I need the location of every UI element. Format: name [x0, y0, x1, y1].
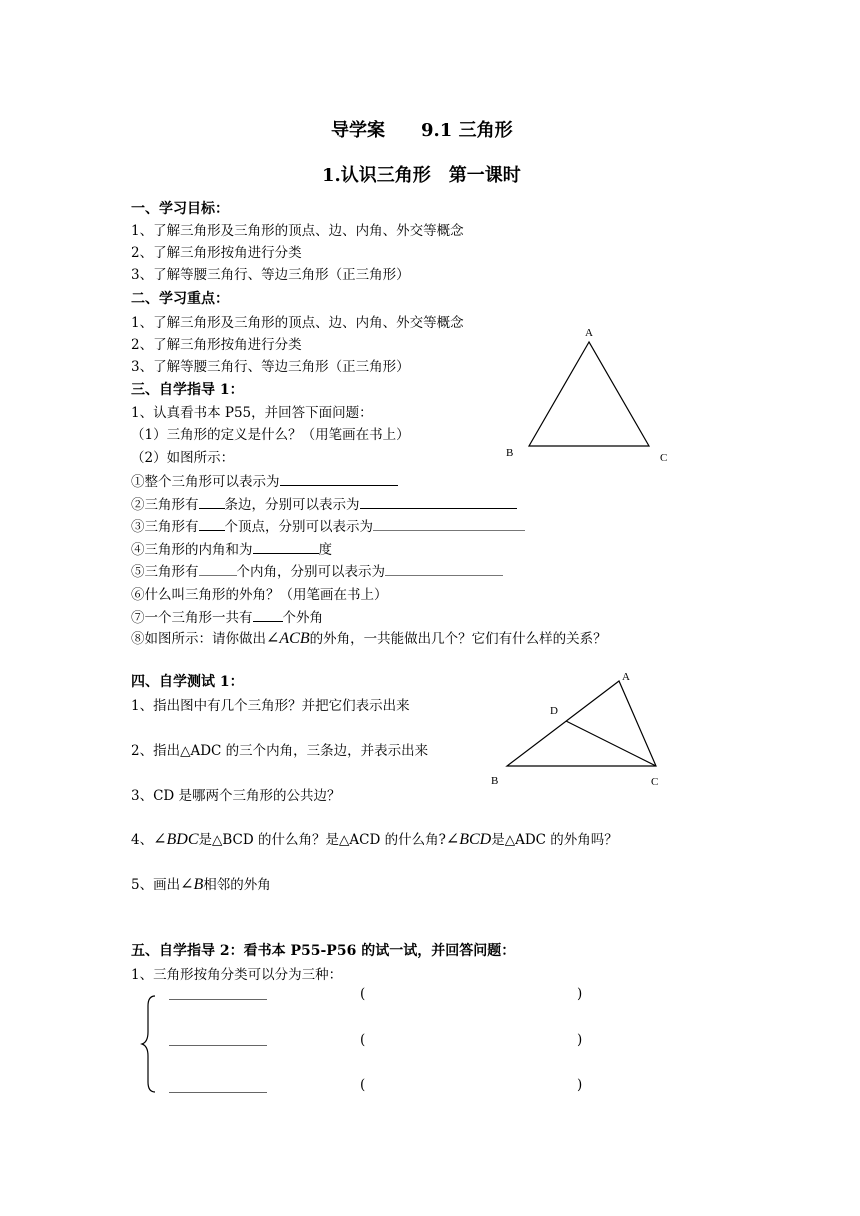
vertex-label-a: A	[585, 327, 593, 339]
answer-blank[interactable]	[253, 608, 283, 622]
classification-question: 1、三角形按角分类可以分为三种：	[131, 967, 343, 983]
fill-question-4: ④三角形的内角和为 度	[131, 542, 332, 558]
segment-cd	[566, 721, 656, 766]
paren-close: )	[577, 986, 583, 1002]
answer-blank[interactable]	[199, 517, 225, 531]
lesson-subtitle: 1.认识三角形 第一课时	[322, 165, 521, 186]
fill-question-5: ⑤三角形有 个内角，分别可以表示为	[131, 560, 503, 580]
section3-intro: 1、认真看书本 P55，并回答下面问题：	[131, 405, 373, 421]
paren-close: )	[577, 1077, 583, 1093]
question-angle-acb: ⑧如图所示：请你做出∠ACB的外角，一共能做出几个？它们有什么样的关系？	[131, 630, 607, 647]
math-angle-acb: ∠ACB	[266, 630, 310, 647]
category-blank-3[interactable]	[169, 1092, 267, 1093]
answer-blank[interactable]	[253, 540, 319, 554]
vertex-label-c: C	[651, 776, 659, 788]
section2-item: 2、了解三角形按角进行分类	[131, 337, 302, 353]
section5-heading: 五、自学指导 2：看书本 P55-P56 的试一试，并回答问题：	[131, 943, 516, 959]
paren-open: (	[360, 1032, 366, 1048]
category-blank-1[interactable]	[169, 999, 267, 1000]
math-angle-b: ∠B	[180, 876, 204, 893]
test-question-4: 4、∠BDC是△BCD 的什么角？是△ACD 的什么角?∠BCD是△ADC 的外角吗？	[131, 831, 618, 848]
paren-open: (	[360, 986, 366, 1002]
vertex-label-a: A	[622, 671, 630, 683]
section4-heading: 四、自学测试 1：	[131, 674, 244, 690]
section2-item: 3、了解等腰三角行、等边三角形（正三角形）	[131, 359, 410, 375]
fill-question-7: ⑦一个三角形一共有 个外角	[131, 610, 323, 626]
math-angle-bcd: ∠BCD	[445, 831, 492, 848]
answer-blank[interactable]	[199, 495, 225, 509]
section1-item: 1、了解三角形及三角形的顶点、边、内角、外交等概念	[131, 223, 464, 239]
section2-item: 1、了解三角形及三角形的顶点、边、内角、外交等概念	[131, 315, 464, 331]
answer-blank[interactable]	[199, 562, 237, 576]
fill-question-2: ②三角形有 条边，分别可以表示为	[131, 493, 517, 513]
section1-item: 3、了解等腰三角行、等边三角形（正三角形）	[131, 267, 410, 283]
answer-blank[interactable]	[360, 495, 517, 509]
triangle-abc	[529, 342, 649, 446]
triangle-abcd-figure	[488, 668, 678, 788]
question-figure: （2）如图所示：	[131, 450, 235, 466]
math-angle-bdc: ∠BDC	[153, 831, 199, 848]
section2-heading: 二、学习重点：	[131, 291, 229, 307]
left-brace	[140, 994, 160, 1094]
section1-item: 2、了解三角形按角进行分类	[131, 245, 302, 261]
triangle-abc-figure	[500, 322, 680, 462]
answer-blank[interactable]	[280, 472, 398, 486]
fill-question-3: ③三角形有 个顶点，分别可以表示为	[131, 515, 525, 535]
question-definition: （1）三角形的定义是什么？（用笔画在书上）	[131, 427, 410, 443]
vertex-label-d: D	[550, 705, 558, 717]
test-question-5: 5、画出∠B相邻的外角	[131, 876, 271, 893]
test-question-2: 2、指出△ADC 的三个内角，三条边，并表示出来	[131, 743, 429, 759]
question-exterior-angle: ⑥什么叫三角形的外角？（用笔画在书上）	[131, 587, 388, 603]
section1-heading: 一、学习目标：	[131, 201, 229, 217]
section3-heading: 三、自学指导 1：	[131, 382, 244, 398]
answer-blank[interactable]	[373, 517, 525, 531]
vertex-label-b: B	[506, 447, 514, 459]
vertex-label-c: C	[660, 452, 668, 462]
test-question-1: 1、指出图中有几个三角形？并把它们表示出来	[131, 698, 410, 714]
test-question-3: 3、CD 是哪两个三角形的公共边？	[131, 788, 341, 804]
category-blank-2[interactable]	[169, 1045, 267, 1046]
paren-open: (	[360, 1077, 366, 1093]
paren-close: )	[577, 1032, 583, 1048]
fill-question-1: ①整个三角形可以表示为	[131, 470, 398, 490]
vertex-label-b: B	[491, 775, 499, 787]
triangle-abc-outer	[507, 681, 656, 766]
page-title: 导学案 9.1 三角形	[331, 120, 513, 141]
answer-blank[interactable]	[385, 562, 503, 576]
